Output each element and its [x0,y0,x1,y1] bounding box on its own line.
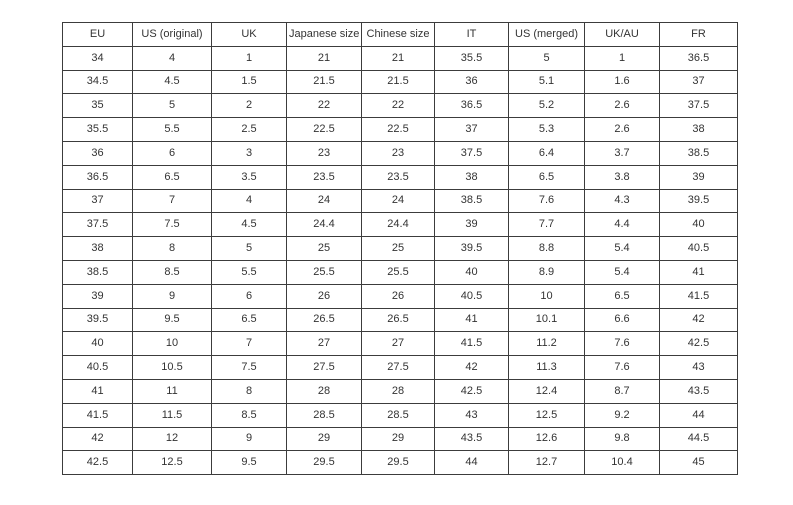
table-cell: 39.5 [660,189,738,213]
table-row [63,237,738,261]
table-cell: 42 [63,427,133,451]
table-cell: 1 [585,46,660,70]
table-cell: 11.5 [133,403,212,427]
table-cell: 5 [133,94,212,118]
table-cell: 5.1 [509,70,585,94]
table-cell: 40 [660,213,738,237]
table-cell: 25 [362,237,435,261]
header-row [63,23,738,47]
table-cell: 9 [133,284,212,308]
table-cell: 7 [212,332,287,356]
table-cell: 7.7 [509,213,585,237]
table-cell: 26 [287,284,362,308]
table-cell: 44 [660,403,738,427]
table-cell: 8 [212,379,287,403]
table-row [63,403,738,427]
table-cell: 5.4 [585,260,660,284]
table-cell: 12.7 [509,451,585,475]
table-cell: 4.5 [212,213,287,237]
table-cell: 10.1 [509,308,585,332]
table-cell: 12.5 [509,403,585,427]
table-cell: 37.5 [660,94,738,118]
table-cell: 7.5 [133,213,212,237]
table-cell: 6 [212,284,287,308]
table-cell: 10.4 [585,451,660,475]
table-cell: 24 [287,189,362,213]
table-cell: 41.5 [435,332,509,356]
table-cell: 29.5 [287,451,362,475]
table-cell: 3.7 [585,141,660,165]
table-cell: 38.5 [63,260,133,284]
table-cell: 29 [362,427,435,451]
table-row [63,141,738,165]
table-cell: 24.4 [362,213,435,237]
column-header: US (merged) [509,23,585,47]
table-cell: 45 [660,451,738,475]
table-cell: 37.5 [63,213,133,237]
table-cell: 6.6 [585,308,660,332]
table-cell: 40.5 [660,237,738,261]
table-cell: 6 [133,141,212,165]
table-cell: 6.5 [509,165,585,189]
table-cell: 5.5 [212,260,287,284]
table-cell: 28.5 [287,403,362,427]
table-cell: 7 [133,189,212,213]
table-cell: 43 [435,403,509,427]
table-cell: 28.5 [362,403,435,427]
table-cell: 38 [435,165,509,189]
table-cell: 23.5 [287,165,362,189]
column-header: Japanese size [287,23,362,47]
table-cell: 8.8 [509,237,585,261]
table-row [63,332,738,356]
table-cell: 25.5 [287,260,362,284]
table-cell: 37 [435,118,509,142]
table-cell: 39 [63,284,133,308]
table-row [63,118,738,142]
table-cell: 38 [63,237,133,261]
table-cell: 41.5 [63,403,133,427]
table-cell: 34 [63,46,133,70]
table-cell: 4.4 [585,213,660,237]
table-row [63,308,738,332]
table-cell: 8.7 [585,379,660,403]
table-cell: 40 [63,332,133,356]
table-cell: 9.2 [585,403,660,427]
column-header: IT [435,23,509,47]
table-row [63,165,738,189]
table-row [63,427,738,451]
table-cell: 8.5 [212,403,287,427]
table-cell: 37.5 [435,141,509,165]
table-cell: 41 [660,260,738,284]
table-cell: 4 [212,189,287,213]
table-cell: 8 [133,237,212,261]
table-cell: 11.2 [509,332,585,356]
table-cell: 24 [362,189,435,213]
table-cell: 5.3 [509,118,585,142]
column-header: US (original) [133,23,212,47]
table-cell: 36.5 [63,165,133,189]
table-cell: 39 [660,165,738,189]
table-cell: 10.5 [133,356,212,380]
table-cell: 36 [63,141,133,165]
table-cell: 21.5 [362,70,435,94]
table-cell: 12.5 [133,451,212,475]
column-header: UK/AU [585,23,660,47]
table-cell: 5 [509,46,585,70]
table-cell: 44.5 [660,427,738,451]
table-row [63,356,738,380]
table-cell: 21 [287,46,362,70]
table-row [63,260,738,284]
table-cell: 7.6 [509,189,585,213]
table-cell: 41 [435,308,509,332]
table-cell: 5.5 [133,118,212,142]
table-cell: 37 [63,189,133,213]
table-cell: 39.5 [435,237,509,261]
table-cell: 1.5 [212,70,287,94]
table-body [63,46,738,474]
table-row [63,451,738,475]
table-cell: 44 [435,451,509,475]
table-row [63,284,738,308]
table-cell: 23 [362,141,435,165]
table-cell: 34.5 [63,70,133,94]
table-cell: 42 [435,356,509,380]
table-cell: 36.5 [660,46,738,70]
table-cell: 10 [509,284,585,308]
table-cell: 28 [287,379,362,403]
table-cell: 43 [660,356,738,380]
table-cell: 12.4 [509,379,585,403]
table-cell: 35.5 [63,118,133,142]
table-cell: 25 [287,237,362,261]
table-cell: 43.5 [435,427,509,451]
table-cell: 29 [287,427,362,451]
table-cell: 27.5 [287,356,362,380]
table-cell: 6.5 [585,284,660,308]
table-cell: 28 [362,379,435,403]
table-cell: 9.8 [585,427,660,451]
table-cell: 4.3 [585,189,660,213]
table-cell: 26 [362,284,435,308]
table-cell: 22.5 [287,118,362,142]
table-cell: 41 [63,379,133,403]
column-header: Chinese size [362,23,435,47]
table-cell: 40.5 [435,284,509,308]
table-cell: 24.4 [287,213,362,237]
table-cell: 5.4 [585,237,660,261]
table-cell: 6.4 [509,141,585,165]
table-row [63,46,738,70]
table-cell: 36.5 [435,94,509,118]
table-cell: 3.5 [212,165,287,189]
table-cell: 2.5 [212,118,287,142]
table-cell: 2.6 [585,118,660,142]
table-cell: 36 [435,70,509,94]
table-cell: 11.3 [509,356,585,380]
table-cell: 6.5 [212,308,287,332]
table-cell: 3 [212,141,287,165]
table-cell: 5 [212,237,287,261]
table-cell: 39.5 [63,308,133,332]
table-cell: 2.6 [585,94,660,118]
table-cell: 42.5 [63,451,133,475]
shoe-size-conversion-table [62,22,738,475]
table-cell: 4.5 [133,70,212,94]
table-cell: 27 [287,332,362,356]
table-row [63,213,738,237]
table-cell: 23.5 [362,165,435,189]
table-cell: 40 [435,260,509,284]
table-cell: 35 [63,94,133,118]
table-cell: 40.5 [63,356,133,380]
table-cell: 27.5 [362,356,435,380]
table-cell: 9.5 [133,308,212,332]
table-cell: 43.5 [660,379,738,403]
table-cell: 12.6 [509,427,585,451]
table-cell: 10 [133,332,212,356]
table-cell: 5.2 [509,94,585,118]
table-row [63,94,738,118]
table-row [63,379,738,403]
table-cell: 9.5 [212,451,287,475]
table-cell: 21 [362,46,435,70]
column-header: UK [212,23,287,47]
table-cell: 38 [660,118,738,142]
table-cell: 6.5 [133,165,212,189]
table-cell: 7.5 [212,356,287,380]
table-cell: 12 [133,427,212,451]
table-cell: 37 [660,70,738,94]
table-cell: 7.6 [585,356,660,380]
table-cell: 8.5 [133,260,212,284]
table-cell: 42.5 [435,379,509,403]
table-cell: 26.5 [287,308,362,332]
table-cell: 25.5 [362,260,435,284]
table-header [63,23,738,47]
table-cell: 35.5 [435,46,509,70]
table-cell: 4 [133,46,212,70]
table-cell: 1 [212,46,287,70]
table-cell: 11 [133,379,212,403]
table-cell: 7.6 [585,332,660,356]
table-cell: 26.5 [362,308,435,332]
table-cell: 22 [362,94,435,118]
table-cell: 29.5 [362,451,435,475]
table-cell: 3.8 [585,165,660,189]
table-cell: 8.9 [509,260,585,284]
table-cell: 22.5 [362,118,435,142]
table-cell: 21.5 [287,70,362,94]
column-header: EU [63,23,133,47]
table-cell: 2 [212,94,287,118]
table-cell: 27 [362,332,435,356]
table-cell: 23 [287,141,362,165]
table-row [63,189,738,213]
column-header: FR [660,23,738,47]
table-cell: 38.5 [435,189,509,213]
table-cell: 39 [435,213,509,237]
table-row [63,70,738,94]
table-cell: 38.5 [660,141,738,165]
table-cell: 22 [287,94,362,118]
table-cell: 9 [212,427,287,451]
table-cell: 42.5 [660,332,738,356]
table-cell: 42 [660,308,738,332]
table-cell: 1.6 [585,70,660,94]
table-cell: 41.5 [660,284,738,308]
